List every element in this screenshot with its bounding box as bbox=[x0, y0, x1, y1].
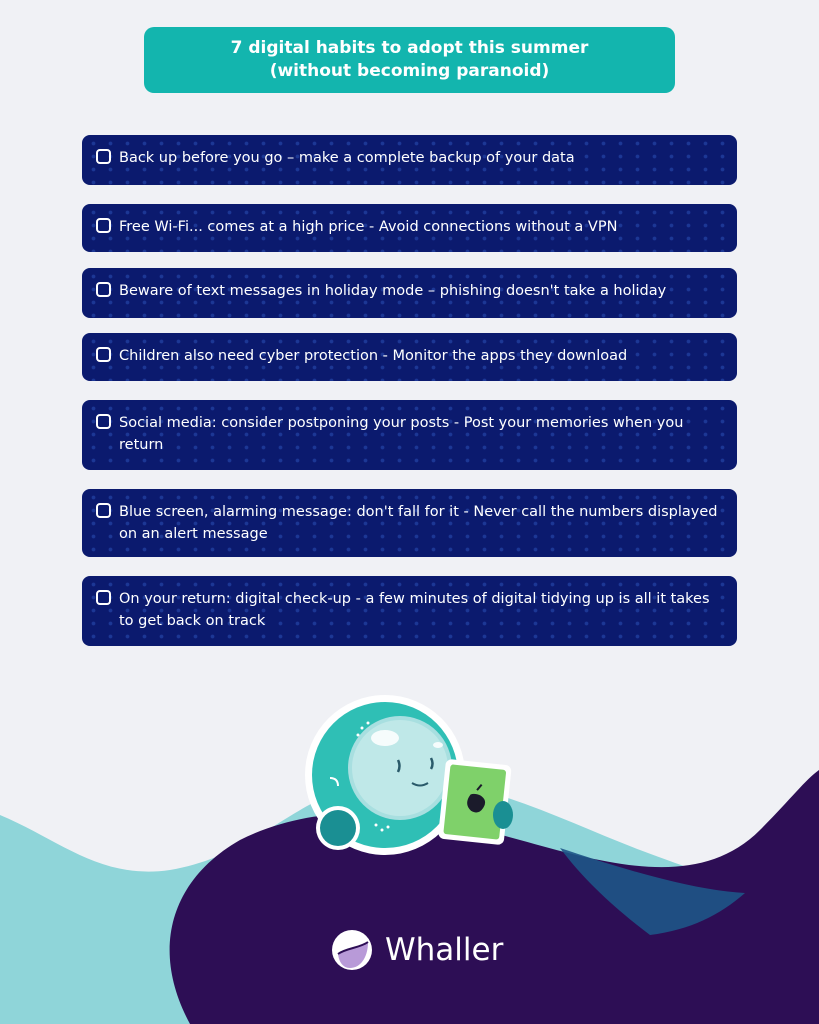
habit-text: Social media: consider postponing your posts - Post your memories when you return bbox=[119, 415, 684, 453]
habit-item-7 bbox=[82, 576, 737, 646]
brand-name: Whaller bbox=[385, 932, 504, 968]
title-line-2: (without becoming paranoid) bbox=[269, 61, 550, 81]
checkbox-icon[interactable] bbox=[96, 218, 111, 233]
habit-item-4 bbox=[82, 333, 737, 381]
habit-item-6 bbox=[82, 489, 737, 557]
habit-text: On your return: digital check-up - a few minutes of digital tidying up is all it takes to get back on track bbox=[119, 591, 710, 629]
astronaut-mascot-icon bbox=[300, 690, 520, 860]
habit-item-1 bbox=[82, 135, 737, 185]
checkbox-icon[interactable] bbox=[96, 414, 111, 429]
checkbox-icon[interactable] bbox=[96, 347, 111, 362]
title-line-1: 7 digital habits to adopt this summer bbox=[230, 38, 589, 58]
habit-item-5 bbox=[82, 400, 737, 470]
habit-text: Children also need cyber protection - Monitor the apps they download bbox=[119, 348, 628, 364]
checkbox-icon[interactable] bbox=[96, 590, 111, 605]
habit-text: Back up before you go – make a complete backup of your data bbox=[119, 150, 575, 166]
checkbox-icon[interactable] bbox=[96, 149, 111, 164]
whaller-logo-icon bbox=[330, 928, 374, 972]
habit-text: Blue screen, alarming message: don't fall for it - Never call the numbers displayed on an alert message bbox=[119, 504, 718, 542]
habit-text: Free Wi-Fi... comes at a high price - Avoid connections without a VPN bbox=[119, 219, 618, 235]
checkbox-icon[interactable] bbox=[96, 282, 111, 297]
page-title bbox=[144, 27, 675, 93]
whaller-logo bbox=[330, 928, 503, 972]
habit-item-3 bbox=[82, 268, 737, 318]
habit-text: Beware of text messages in holiday mode – phishing doesn't take a holiday bbox=[119, 283, 667, 299]
habit-item-2 bbox=[82, 204, 737, 252]
checkbox-icon[interactable] bbox=[96, 503, 111, 518]
